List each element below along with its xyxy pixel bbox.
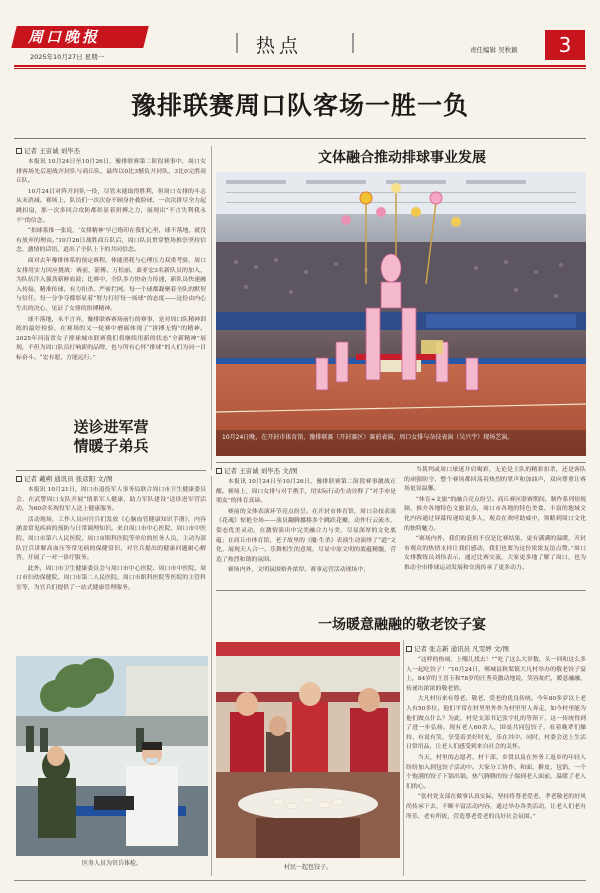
article3-byline	[16, 474, 112, 483]
issue-date: 2025年10月27日 星期一	[30, 53, 105, 61]
article4-byline	[406, 644, 509, 653]
paragraph: “拍球系推一张说，‘女排精神’早已烙印在我们心里，球不落地，就没有放弃的理由。”10月26日战胜商丘队后，周口队员贯穿整场推崇坚持信念，激情的话语，道出了全队上下的共同信念。	[16, 228, 206, 254]
section-rule	[16, 470, 206, 471]
article1-byline-text: 记者 王宙诚 刘毕杰	[24, 147, 81, 155]
section-name: 热点	[256, 35, 303, 57]
paragraph: 当裁判或周口球迷并肩喝彩，无论是主队的精彩扣杀，还是客队的顽强防守，整个赛场都回荡着热烈的掌声和加油声，双向尊重让赛场更显温馨。	[404, 467, 586, 493]
volleyball-acrobatics-photo	[216, 172, 586, 456]
paragraph: 大凡村历来有尊老、敬老、爱老的优良传统。今年80多岁以上老人有50多位，他们平常在村里里外外为村里里人奔走，如今村里能为他们做点什么？为此，村党支部书记张宇扎的等领下，这一传统得到了进一步弘扬。现有老人60余人，围桌共同包饺子，看着晚辈们操持、有说有笑，享受着美好时光，乐在其中。同时，村委会送上生活日常用品，让老人们感受到来自社会的关怀。	[406, 696, 586, 751]
paragraph: 赛前的文体表演环节亮点纷呈。在开封市体育馆，周口杂技表演《花魂》惊艳全场——演员翻腾挪移多个跳跃花瓣，动作行云流水，姿态优美灵动，在激情演出中完美融合力与美，尽显深厚的文化底蕴；在商丘市体育馆，老子故里的《魔·生杀》表演生动演绎了“道”文化，展现天人合一、乐舞相生的意境，尽显中原文明的底蕴精髓，营造了热烈和谐的氛围。	[216, 508, 396, 563]
article3-photo-caption: 医务人员为官兵体检。	[81, 860, 142, 867]
article1-body	[16, 158, 206, 378]
paragraph: 本报讯 10月24日至10月26日，豫排联赛第二阶段赛事中，周口女排客场先后迎战开封队与商丘队，最终以0比3憾负开封队、3比0完胜商丘队。	[16, 159, 206, 185]
section-divider-left	[236, 33, 238, 53]
article2-byline-text: 记者 王宙诚 刘毕杰 文/图	[224, 467, 298, 475]
paragraph: 本报讯 10月24日至10月26日，豫排联赛第二阶段赛事激战正酣。赛场上，周口女排与对手携手，用实际行动生动诠释了“对手亦是朋友”的体育真谛。	[216, 479, 396, 505]
byline-marker-icon	[16, 148, 22, 154]
paragraph: 10月24日对阵开封队一役，尽管未能取得胜利，但周口女排的斗志从未消减。赛场上，队员们一次次奋不顾身扑救险球，一次次拼尽全力起跳扣扇，那一次多回合攻防都彰显着拼搏之力，展现出“不言失利我永不”的信念。	[16, 188, 206, 224]
column-divider	[403, 640, 404, 876]
column-divider	[211, 146, 212, 470]
paragraph: 球不落地，永不言弃。豫排联赛赛场前行的赛事，是对周口队精神训练的最好检验，在赛场的又一轮赛中磨砺体现了“拼搏无悔”的精神。2025年河南省女子排球城市联赛我们将继续用新的状态“全新精神”展现，不但为周口队员打响新的品牌，也与所有心怀“排球”的人们为同一目标奋斗。“宏有愿，方能远行。”	[16, 316, 206, 361]
header-rule	[14, 65, 586, 67]
editor-credit: 责任编辑 吴秋颖	[470, 46, 518, 54]
headline-rule	[14, 138, 586, 139]
section-divider-right	[352, 33, 354, 53]
paragraph: “体育+文旅”的融合亮点纷呈。商丘赛区联赛期间，制作系列短视频，推介各地特色文旅景点，周口市各地的特色美食、丰富的地域文化内容通过屏幕传递给更多人，观众在欢呼助威中，领略到周口文化的独特魅力。	[404, 496, 586, 532]
section-rule	[216, 462, 586, 463]
article4-byline-text: 记者 张志新 通讯员 凡雯婷 文/图	[414, 645, 509, 653]
paragraph: 本报讯 10月21日，周口市退役军人事务局联合周口市卫生健康委员会，在武警周口支队开展“情系军人健康，助力军队建设”送诊进军营活动，为60余名现役军人送上健康服务。	[16, 487, 206, 513]
byline-marker-icon	[216, 468, 222, 474]
article4-photo-caption: 村民一起包饺子。	[283, 864, 332, 871]
article4-body	[406, 656, 586, 874]
column-divider	[211, 476, 212, 876]
byline-marker-icon	[406, 646, 412, 652]
article2-title: 文体融合推动排球事业发展	[318, 150, 486, 166]
paragraph: 此外，周口市卫生健康委员会与周口市中心医院、周口市中医院、周口市妇幼保健院、周口市第二人民医院、周口市眼科医院等医院的主管科室等，为官兵们提供了一站式健康管理服务。	[16, 565, 206, 591]
photo-illustration	[16, 656, 208, 856]
photo-illustration	[216, 172, 586, 456]
article3-title-line1: 送诊进军营	[73, 418, 149, 436]
section-rule	[216, 590, 586, 591]
article2-byline	[216, 466, 297, 475]
article3-body	[16, 486, 206, 646]
paragraph: “这样的热闹，上哪儿找去！”“吃了这么大岁数，头一回和这么多人一起吃饺子！”10月24日，郸城县秋渠镇大凡村举办的敬老饺子宴上，84岁的王喜玉和78岁的汪秀英激动地说，笑容灿烂，暖意融融，传递出浓浓的敬老情。	[406, 657, 586, 692]
masthead-logo-text: 周口晚报	[28, 28, 101, 46]
paragraph: 活动现场，工作人员向官兵们发放《心脑血管健康知识手册》，内容涵盖常见疾病的预防与日常调理知识。来自周口市中心医院、周口市中医院、周口市第六人民医院、周口市眼科医院等单位的医务人员，主动为部队官兵讲解高血压等常见病的保健常识，对官兵提出的健康问题耐心解答，开展了一对一诊疗服务。	[16, 516, 206, 562]
page-header	[0, 0, 600, 62]
article3-byline-text: 记者 戴朔 通讯员 张彦阳 文/图	[24, 475, 113, 483]
photo-caption: 10月24日晚，在开封市体育馆，豫排联赛（开封赛区）赛前表演，周口女排与杂技表演（吴兴宇）现场艺演。	[222, 434, 514, 441]
paragraph: 当天，村里的志愿者、村干部、乡贤以及在外务工返乡的年轻人纷纷加入到包饺子活动中。大家分工协作，和面、擀皮、包馅，一个个饱满的饺子下锅出锅，热气腾腾的饺子端到老人面前，温暖了老人们的心。	[406, 754, 586, 790]
main-headline: 豫排联赛周口队客场一胜一负	[130, 91, 469, 120]
article2-body-col1	[216, 478, 396, 584]
paragraph: 赛场内外，文明氛围格外浓厚。赛事运营活动现场中，	[227, 567, 370, 574]
article3-title	[16, 418, 206, 456]
article3-title-line2: 情暖子弟兵	[73, 437, 149, 455]
photo-illustration	[216, 642, 400, 858]
page-number: 3	[545, 30, 585, 60]
article1-byline	[16, 146, 80, 155]
dumpling-banquet-photo	[216, 642, 400, 858]
byline-marker-icon	[16, 476, 22, 482]
paragraph: “赛场内外，我们收获的不仅是比赛结果，更有满满的温暖，开封市观众的热情支持让我们感动，我们也要为这份浓浓友谊点赞。”周口女排教练员刘伟表示，通过比赛交流，大家更多地了解了周口，也为推动全市排球运动发展和交流传承了更多动力。	[404, 536, 586, 571]
footer-rule	[14, 880, 586, 881]
article4-title: 一场暖意融融的敬老饺子宴	[318, 617, 486, 633]
article2-body-col2	[404, 466, 586, 584]
paragraph: 面对去年豫排体系的预定赛程，体能消耗与心理压力双重考验，周口女排用实力回应挑战：赛前，箭傅、万松丽、桑亚宏3名新队员的加入，为队伍注入强劲新鲜血液；比赛中，全队多方协奋力传递，新队员快速融入传接，精准传球、有力扣杀、严密拦网，每一个球都凝聚着全队的默契与信任。每一分争夺都彰显着“努力打好每一场球”的态度——这份由内心生出的决心，见证了女排的拼搏精神。	[16, 257, 206, 312]
header-rule-thin	[14, 68, 586, 69]
medical-checkup-photo	[16, 656, 208, 856]
paragraph: “张村党支部在做事认真实际，坚持将尊老爱老、孝老敬老的好风尚传承下去，不断丰富活动内容，通过举办各类活动，让老人们老有所乐、老有所依，营造尊老爱老的良好社会氛围。”	[406, 794, 586, 820]
